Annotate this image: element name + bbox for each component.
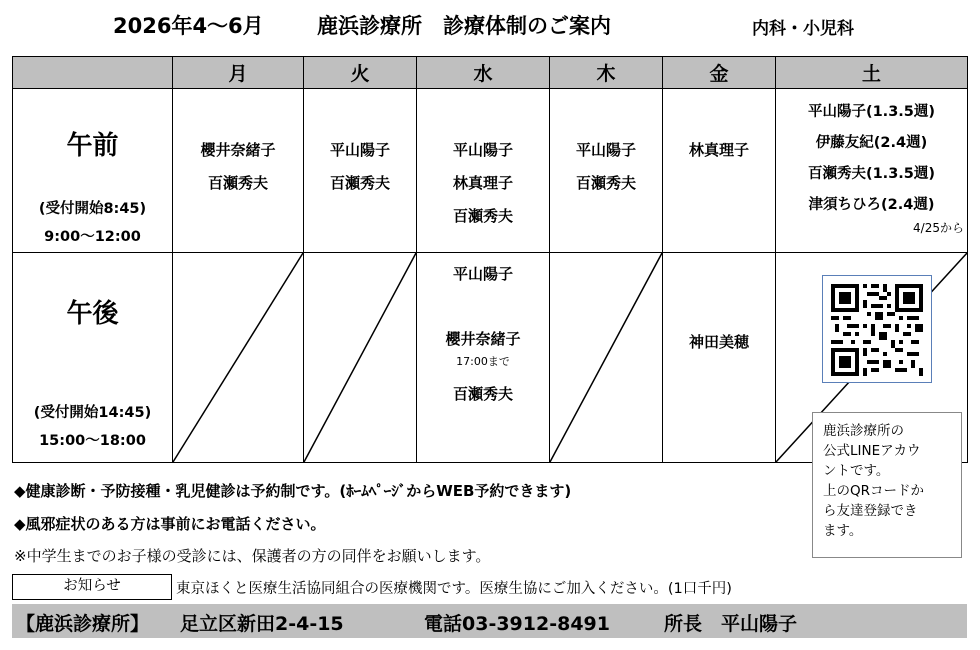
morning-wed-cell: [417, 89, 550, 253]
doctor-name: 林真理子: [452, 174, 513, 192]
morning-fri-cell: [663, 89, 776, 253]
clinic-phone: 電話03-3912-8491: [424, 613, 610, 635]
doctor-name: 伊藤友紀(2.4週): [815, 135, 928, 151]
info-text: 東京ほくと医療生活協同組合の医療機関です。医療生協にご加入ください。(1口千円): [176, 581, 732, 597]
doctor-name: 百瀬秀夫: [452, 385, 513, 403]
doctor-name: 平山陽子: [575, 141, 636, 159]
morning-hours: 9:00～12:00: [44, 229, 141, 245]
morning-row: [13, 89, 968, 253]
afternoon-reception: (受付開始14:45): [33, 405, 152, 421]
qr-code-icon: [831, 284, 923, 376]
closed-slash: [173, 253, 303, 462]
afternoon-wed-cell: [417, 253, 550, 463]
morning-thu-cell: [550, 89, 663, 253]
morning-title: 午前: [66, 131, 119, 161]
clinic-director: 所長 平山陽子: [664, 613, 798, 635]
afternoon-thu-cell: [550, 253, 663, 463]
day-header-wed: 水: [417, 57, 550, 89]
doctor-name: 平山陽子(1.3.5週): [807, 104, 936, 120]
clinic-address: 足立区新田2-4-15: [180, 613, 344, 635]
day-header-sat: 土: [776, 57, 968, 89]
note-reservation: ◆健康診断・予防接種・乳児健診は予約制です。(ﾎｰﾑﾍﾟｰｼﾞからWEB予約できます): [14, 482, 572, 500]
afternoon-mon-cell: [173, 253, 304, 463]
address-bar: [12, 604, 967, 638]
corner-header: [13, 57, 173, 89]
morning-sat-cell: [776, 89, 968, 253]
note-cold-symptoms: ◆風邪症状のある方は事前にお電話ください。: [14, 515, 326, 533]
afternoon-label-cell: [13, 253, 173, 463]
doctor-name: 百瀬秀夫: [452, 207, 513, 225]
afternoon-tue-cell: [304, 253, 417, 463]
doctor-name: 百瀬秀夫(1.3.5週): [807, 166, 936, 182]
morning-mon-cell: [173, 89, 304, 253]
day-header-thu: 木: [550, 57, 663, 89]
doctor-name: 平山陽子: [452, 141, 513, 159]
clinic-name: 【鹿浜診療所】: [16, 613, 150, 635]
morning-reception: (受付開始8:45): [38, 201, 147, 217]
doctor-name: 林真理子: [688, 141, 749, 159]
doctor-name: 百瀬秀夫: [329, 174, 390, 192]
day-header-mon: 月: [173, 57, 304, 89]
clinic-title: 鹿浜診療所 診療体制のご案内: [317, 14, 611, 38]
doctor-name: 櫻井奈緒子: [445, 330, 521, 348]
note-guardian: ※中学生までのお子様の受診には、保護者の方の同伴をお願いします。: [14, 547, 491, 565]
afternoon-hours: 15:00～18:00: [39, 433, 146, 449]
closed-slash: [304, 253, 416, 462]
time-note: 17:00まで: [456, 355, 510, 368]
afternoon-title: 午後: [66, 299, 119, 329]
departments-label: 内科・小児科: [752, 19, 854, 39]
doctor-name: 平山陽子: [329, 141, 390, 159]
line-qr-code[interactable]: [822, 275, 932, 383]
day-header-fri: 金: [663, 57, 776, 89]
sat-start-note: 4/25から: [913, 221, 964, 235]
info-row: [12, 574, 862, 600]
title-row: [0, 0, 980, 44]
line-account-callout: 鹿浜診療所の 公式LINEアカウ ントです。 上のQRコードか ら友達登録でき ます。: [812, 412, 962, 558]
day-header-tue: 火: [304, 57, 417, 89]
doctor-name: 百瀬秀夫: [207, 174, 268, 192]
doctor-name: 百瀬秀夫: [575, 174, 636, 192]
schedule-table: [12, 56, 968, 463]
doctor-name: 櫻井奈緒子: [200, 141, 276, 159]
afternoon-fri-cell: [663, 253, 776, 463]
closed-slash: [550, 253, 662, 462]
doctor-name: 津須ちひろ(2.4週): [808, 197, 935, 213]
morning-label-cell: [13, 89, 173, 253]
doctor-name: 神田美穂: [688, 333, 749, 351]
info-label-box: お知らせ: [12, 574, 172, 600]
morning-tue-cell: [304, 89, 417, 253]
doctor-name: 平山陽子: [452, 265, 513, 283]
schedule-header-row: [13, 57, 968, 89]
period-title: 2026年4～6月: [113, 14, 264, 38]
